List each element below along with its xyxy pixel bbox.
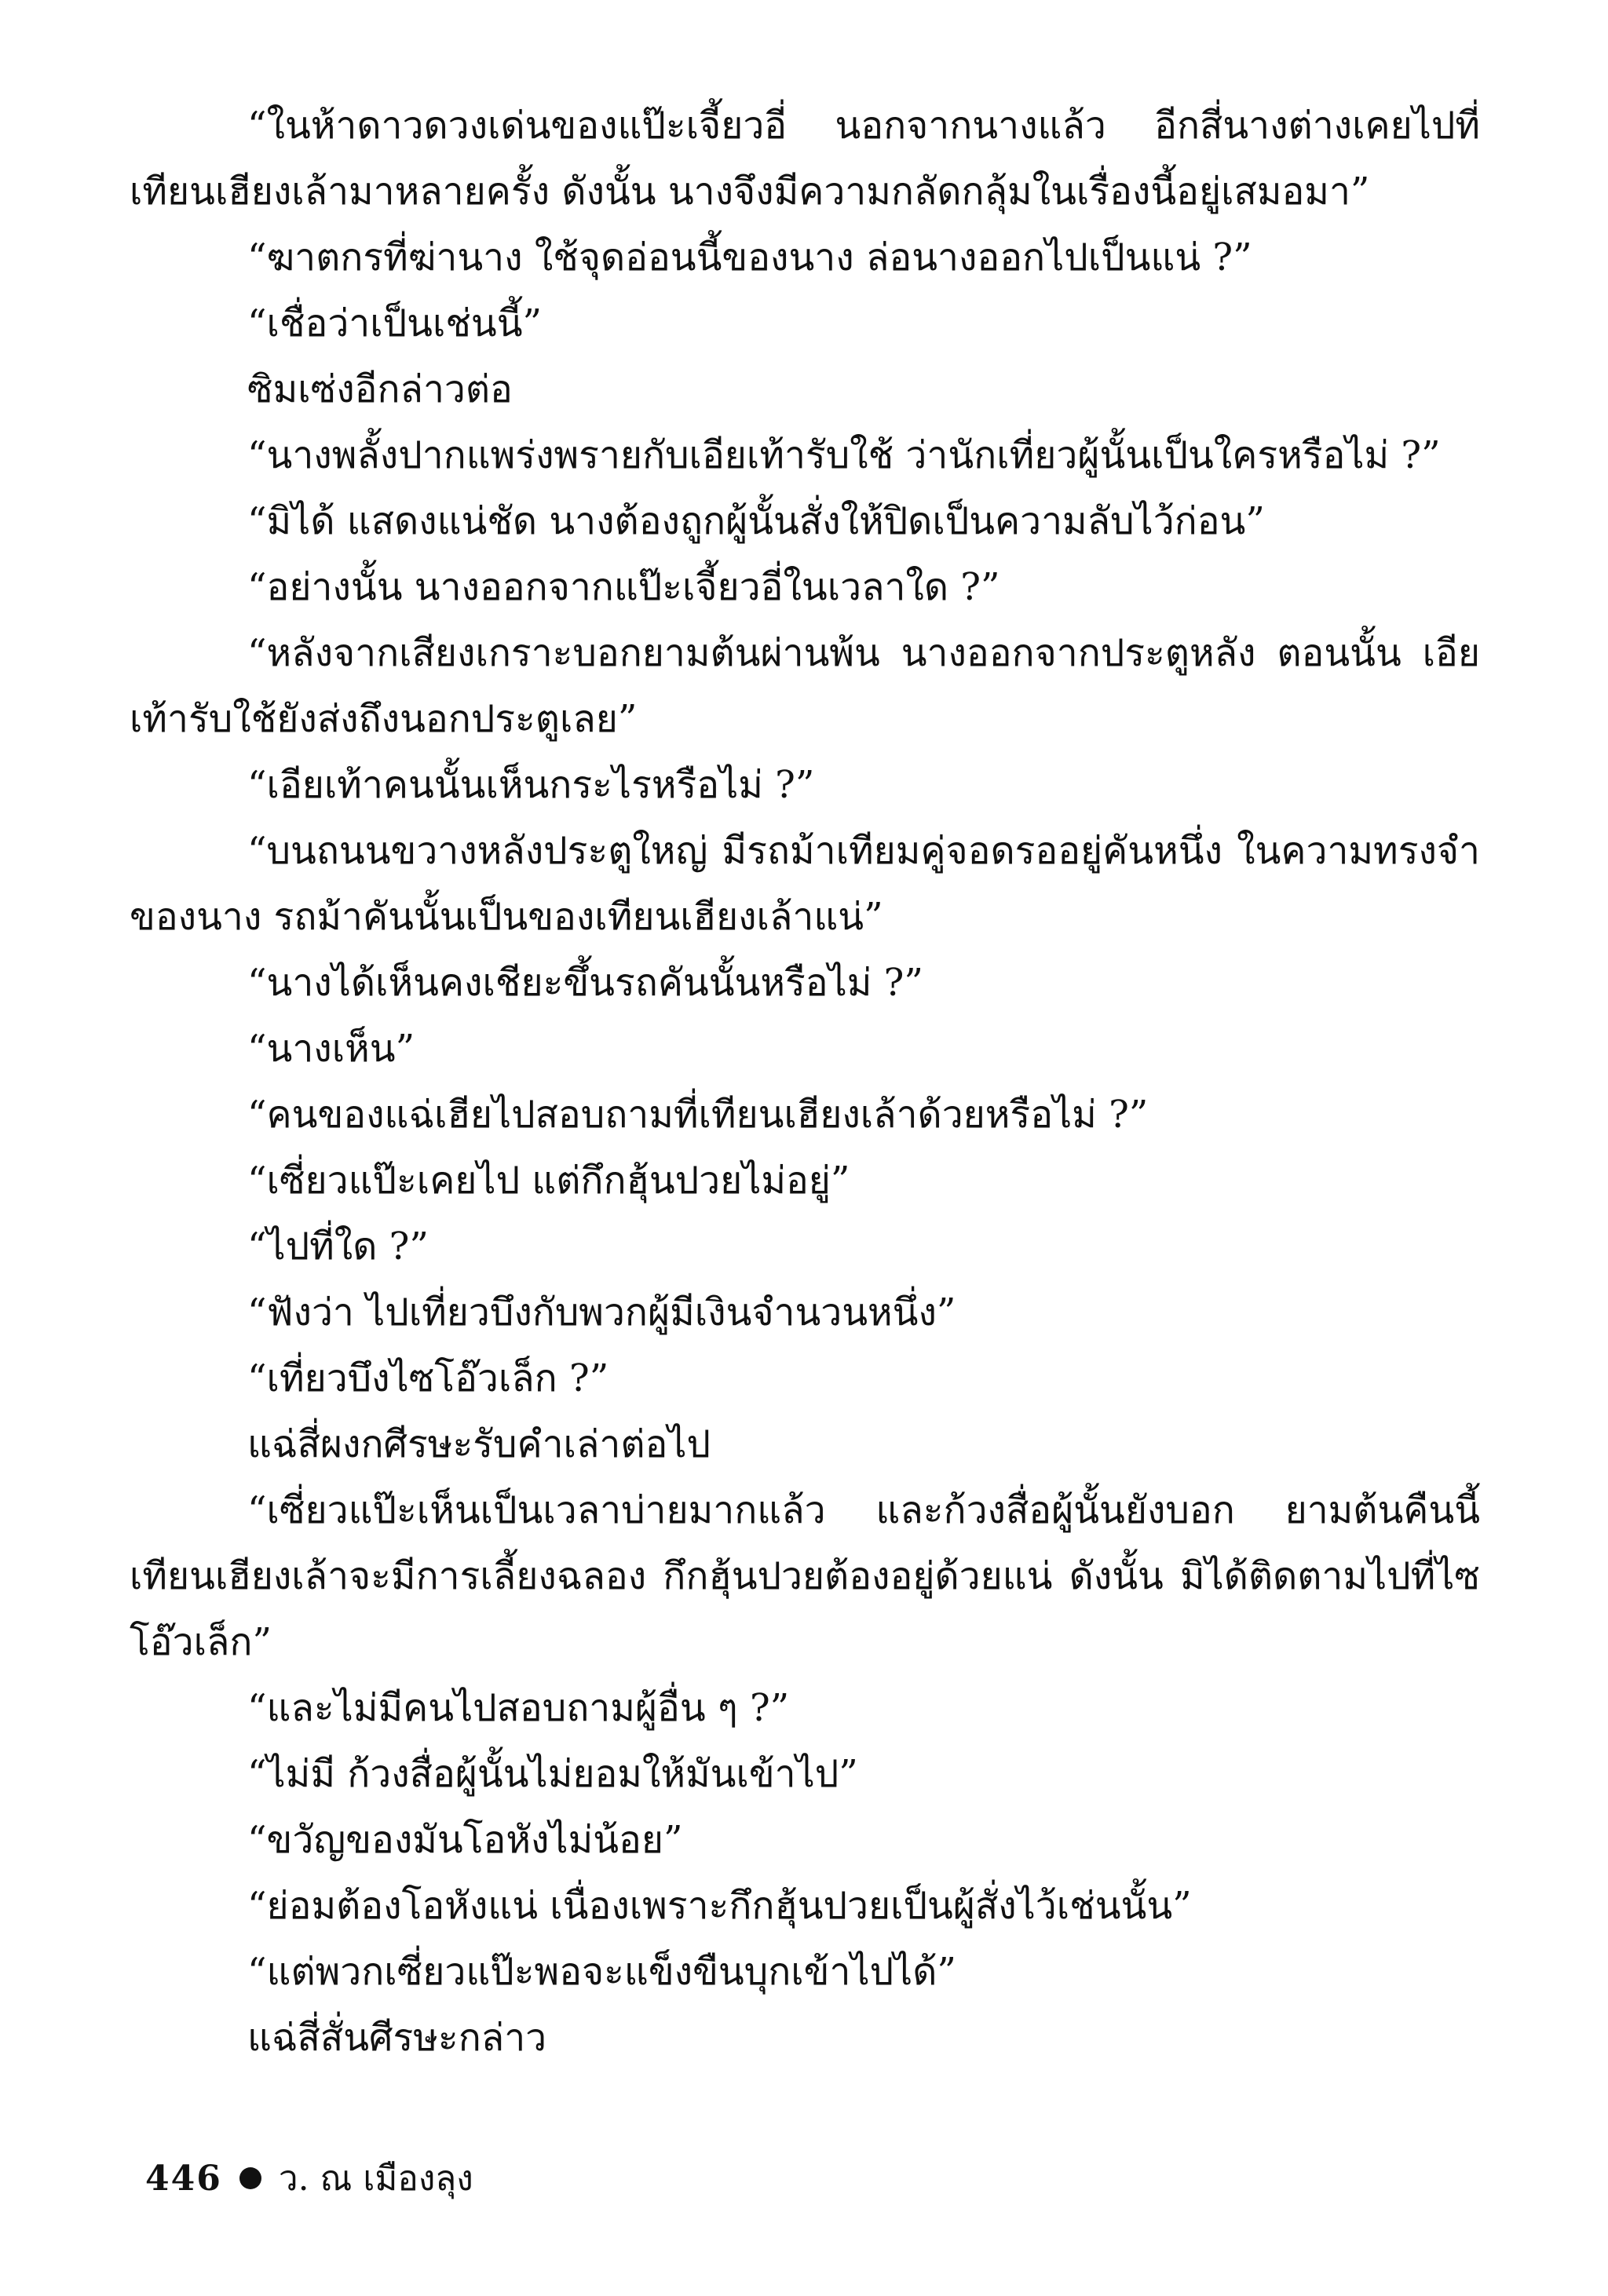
paragraph: ซิมเซ่งอีกล่าวต่อ: [247, 367, 513, 411]
paragraph: “นางได้เห็นคงเชียะขึ้นรถคันนั้นหรือไม่ ?”: [247, 961, 923, 1005]
paragraph: “ฟังว่า ไปเที่ยวบึงกับพวกผู้มีเงินจำนวนหนึ่ง”: [247, 1290, 956, 1334]
body-text: [130, 93, 1480, 2071]
paragraph: “เชื่อว่าเป็นเช่นนี้”: [247, 301, 543, 345]
paragraph: “นางพลั้งปากแพร่งพรายกับเอียเท้ารับใช้ ว่านักเที่ยวผู้นั้นเป็นใครหรือไม่ ?”: [247, 433, 1441, 477]
paragraph: “ขวัญของมันโอหังไม่น้อย”: [247, 1818, 683, 1862]
paragraph: “เอียเท้าคนนั้นเห็นกระไรหรือไม่ ?”: [247, 763, 815, 807]
paragraph: “เซี่ยวแป๊ะเห็นเป็นเวลาบ่ายมากแล้ว และก้วงสื่อผู้นั้นยังบอก ยามต้นคืนนี้ เทียนเฮียงเล้าจะมีการเลี้ยงฉลอง กึกฮุ้นปวยต้องอยู่ด้วยแน่ ดังนั้น มิได้ติดตามไปที่ไซโอ๊วเล็ก”: [130, 1488, 1480, 1664]
paragraph: “ฆาตกรที่ฆ่านาง ใช้จุดอ่อนนี้ของนาง ล่อนางออกไปเป็นแน่ ?”: [247, 235, 1252, 279]
paragraph: “แต่พวกเซี่ยวแป๊ะพอจะแข็งขืนบุกเข้าไปได้”: [247, 1950, 956, 1994]
page-number: 446: [145, 2158, 222, 2199]
paragraph: “นางเห็น”: [247, 1027, 415, 1071]
paragraph: “อย่างนั้น นางออกจากแป๊ะเจี้ยวอี่ในเวลาใด ?”: [247, 565, 1000, 609]
paragraph: “คนของแฉ่เฮียไปสอบถามที่เทียนเฮียงเล้าด้วยหรือไม่ ?”: [247, 1093, 1149, 1137]
bullet-icon: [239, 2167, 261, 2189]
page-footer: [145, 2151, 473, 2206]
paragraph: “เที่ยวบึงไซโอ๊วเล็ก ?”: [247, 1356, 609, 1400]
paragraph: “ย่อมต้องโอหังแน่ เนื่องเพราะกึกฮุ้นปวยเป็นผู้สั่งไว้เช่นนั้น”: [247, 1884, 1192, 1928]
paragraph: “ในห้าดาวดวงเด่นของแป๊ะเจี้ยวอี่ นอกจากนางแล้ว อีกสี่นางต่างเคยไปที่เทียนเฮียงเล้ามาหลายครั้ง ดังนั้น นางจึงมีความกลัดกลุ้มในเรื่องนี้อยู่เสมอมา”: [130, 104, 1480, 214]
paragraph: “และไม่มีคนไปสอบถามผู้อื่น ๆ ?”: [247, 1686, 790, 1730]
paragraph: แฉ่สี่ผงกศีรษะรับคำเล่าต่อไป: [247, 1422, 711, 1466]
paragraph: แฉ่สี่สั่นศีรษะกล่าว: [247, 2016, 547, 2060]
paragraph: “เซี่ยวแป๊ะเคยไป แต่กึกฮุ้นปวยไม่อยู่”: [247, 1159, 850, 1203]
paragraph: “บนถนนขวางหลังประตูใหญ่ มีรถม้าเทียมคู่จอดรออยู่คันหนึ่ง ในความทรงจำของนาง รถม้าคันนั้นเป็นของเทียนเฮียงเล้าแน่”: [130, 829, 1480, 939]
paragraph: “ไปที่ใด ?”: [247, 1225, 429, 1268]
paragraph: “มิได้ แสดงแน่ชัด นางต้องถูกผู้นั้นสั่งให้ปิดเป็นความลับไว้ก่อน”: [247, 499, 1265, 543]
paragraph: “ไม่มี ก้วงสื่อผู้นั้นไม่ยอมให้มันเข้าไป”: [247, 1752, 858, 1796]
paragraph: “หลังจากเสียงเกราะบอกยามต้นผ่านพ้น นางออกจากประตูหลัง ตอนนั้น เอียเท้ารับใช้ยังส่งถึงนอกประตูเลย”: [130, 631, 1480, 741]
author-name: ว. ณ เมืองลุง: [278, 2159, 473, 2199]
